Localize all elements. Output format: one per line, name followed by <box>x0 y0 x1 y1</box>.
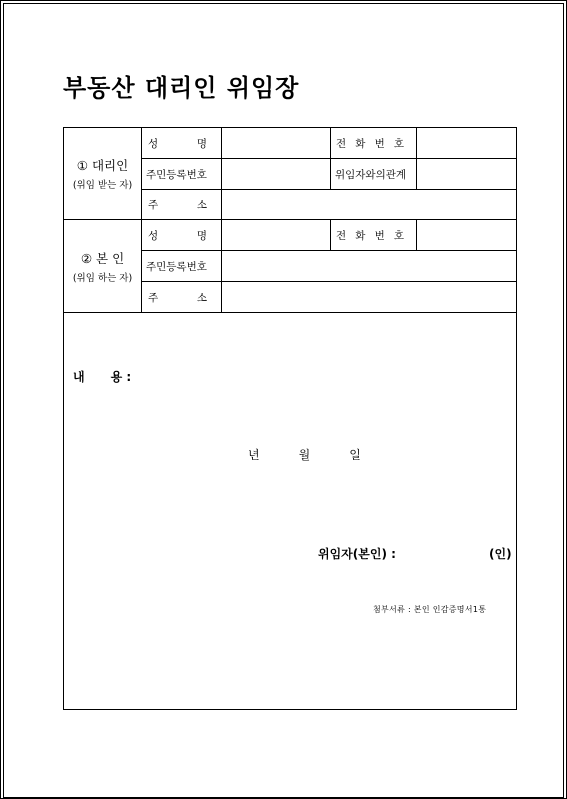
seal-label: (인) <box>489 547 512 561</box>
principal-phone-label: 전 화 번 호 <box>336 229 404 242</box>
principal-subheading: (위임 하는 자) <box>72 272 133 284</box>
divider <box>64 312 517 313</box>
agent-relation-label: 위임자와의관계 <box>335 168 407 181</box>
page-title: 부동산 대리인 위임장 <box>63 74 300 102</box>
agent-name-label: 성 명 <box>148 137 207 150</box>
principal-heading: ② 본 인 <box>80 250 125 266</box>
agent-name-field[interactable] <box>222 128 330 158</box>
agent-rrn-label: 주민등록번호 <box>146 168 207 181</box>
agent-address-label: 주 소 <box>148 199 207 211</box>
principal-rrn-field[interactable] <box>222 251 517 281</box>
agent-subheading: (위임 받는 자) <box>72 180 133 191</box>
principal-name-field[interactable] <box>222 220 330 250</box>
attachment-note: 첨부서류 : 본인 인감증명서1통 <box>373 605 487 614</box>
principal-address-field[interactable] <box>222 282 517 312</box>
principal-name-label: 성 명 <box>148 229 207 242</box>
day-label: 일 <box>349 448 361 462</box>
agent-phone-label: 전 화 번 호 <box>336 137 404 150</box>
agent-heading-cell <box>64 128 141 219</box>
date-line <box>248 446 361 463</box>
principal-heading-cell <box>64 220 141 312</box>
agent-relation-field[interactable] <box>417 159 517 189</box>
signer-label: 위임자(본인) : <box>318 547 396 561</box>
delegation-form <box>63 127 517 710</box>
agent-rrn-field[interactable] <box>222 159 330 189</box>
agent-address-field[interactable] <box>222 190 517 219</box>
month-label: 월 <box>298 448 311 462</box>
year-label: 년 <box>248 448 260 462</box>
agent-heading: ① 대리인 <box>76 158 129 173</box>
agent-phone-field[interactable] <box>417 128 517 158</box>
principal-phone-field[interactable] <box>417 220 517 250</box>
principal-address-label: 주 소 <box>148 291 207 304</box>
content-label: 내 용 : <box>73 370 132 384</box>
principal-rrn-label: 주민등록번호 <box>146 260 207 273</box>
